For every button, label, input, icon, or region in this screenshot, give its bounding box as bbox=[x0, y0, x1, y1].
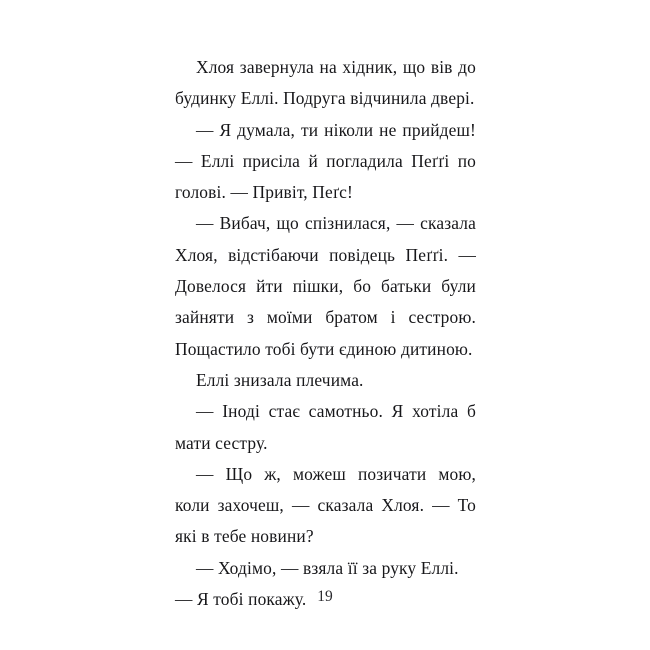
paragraph: — Що ж, можеш позичати мою, коли захочеш, — сказала Хлоя. — То які в тебе новини? bbox=[175, 463, 476, 547]
page-number: 19 bbox=[317, 588, 333, 605]
paragraph: — Ходімо, — взяла її за руку Еллі. — Я тобі покажу. bbox=[175, 557, 459, 610]
paragraph: — Іноді стає самотньо. Я хотіла б мати сестру. bbox=[175, 401, 476, 453]
paragraph: Хлоя завернула на хідник, що вів до будинку Еллі. Подруга відчинила двері. bbox=[175, 57, 476, 109]
paragraph: Еллі знизала плечима. bbox=[196, 369, 364, 390]
page-text-block bbox=[175, 52, 476, 615]
paragraph: — Я думала, ти ніколи не прийдеш! — Еллі присіла й погладила Пеґґі по голові. — Привіт, Пеґс! bbox=[175, 119, 476, 203]
paragraph: — Вибач, що спізнилася, — сказала Хлоя, відстібаючи повідець Пеґґі. — Довелося йти пішки, бо батьки були зайняти з моїми братом і сестрою. Пощастило тобі бути єдиною дитиною. bbox=[175, 213, 476, 359]
